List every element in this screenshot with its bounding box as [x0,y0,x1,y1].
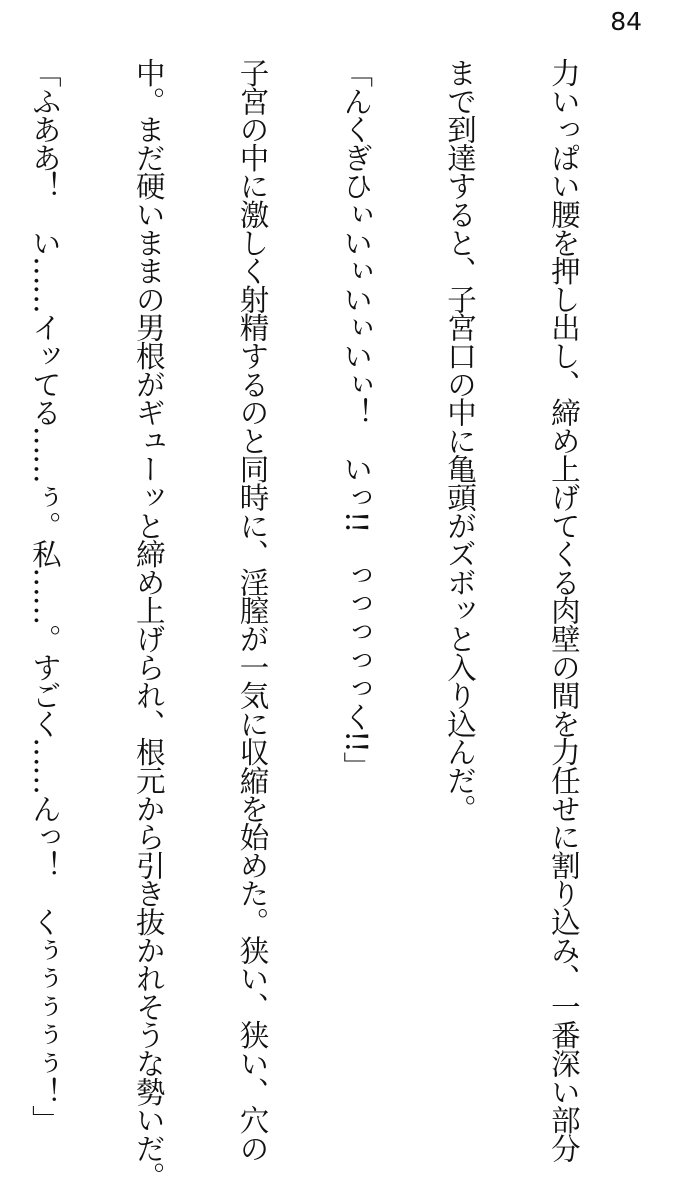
text-line: 「んくぎひぃいぃいぃいぃ！ いっ!! っっっっっく!!」 [339,58,374,780]
vertical-text-block [27,58,650,1190]
text-line: 子宮の中に激しく射精するのと同時に、淫膣が一気に収縮を始めた。狭い、狭い、穴の [235,58,270,1162]
page-number: 84 [610,7,642,36]
text-line: 中。まだ硬いままの男根がギューッと締め上げられ、根元から引き抜かれそうな勢いだ。 [131,58,166,1190]
text-line: 力いっぱい腰を押し出し、締め上げてくる肉壁の間を力任せに割り込み、一番深い部分 [546,58,581,1162]
text-line: まで到達すると、子宮口の中に亀頭がズボッと入り込んだ。 [443,58,478,823]
text-line: 「ふああ！ い……イッてる……ぅ。私……。すごく……んっ！ くぅぅぅぅぅ！」 [27,58,62,1134]
